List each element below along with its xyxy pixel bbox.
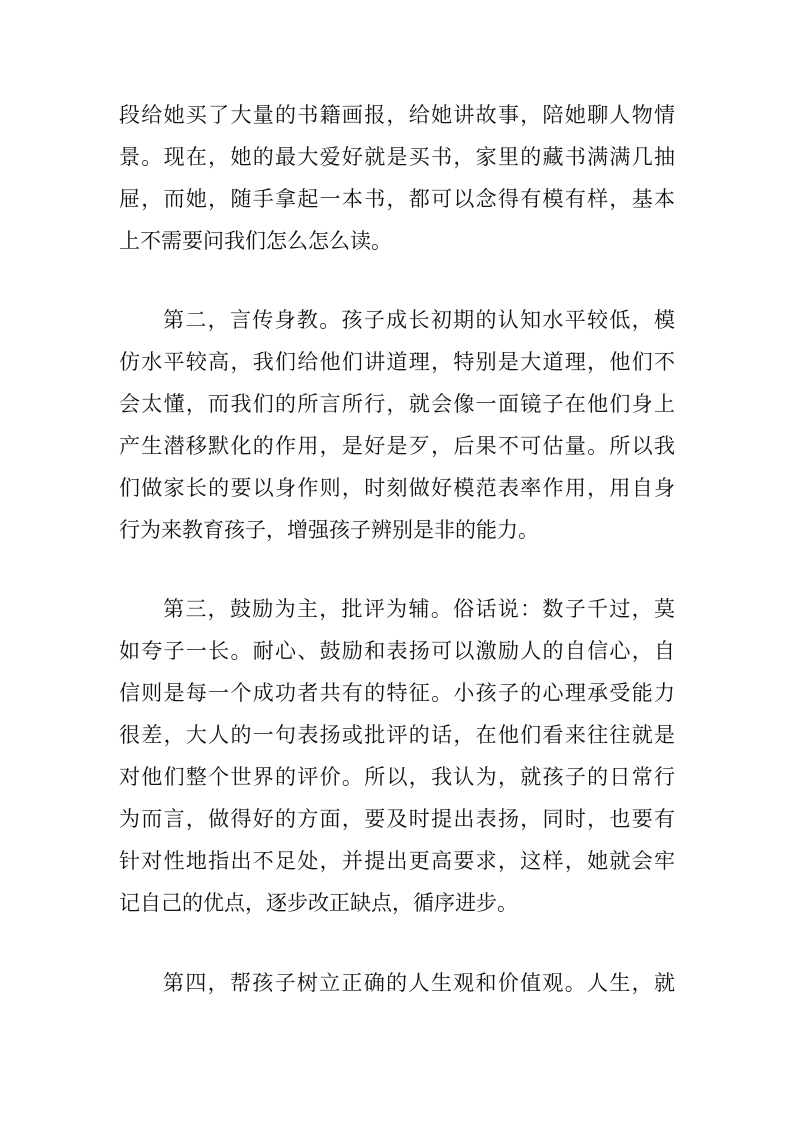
paragraph-1-line-4: 上不需要问我们怎么怎么读。 [119, 229, 392, 253]
paragraph-2-line-5: 们做家长的要以身作则，时刻做好模范表率作用，用自身 [119, 476, 675, 500]
paragraph-1-line-2: 景。现在，她的最大爱好就是买书，家里的藏书满满几抽 [119, 145, 675, 169]
paragraph-2-line-3: 会太懂，而我们的所言所行，就会像一面镜子在他们身上 [119, 392, 675, 416]
paragraph-4-line-1: 第四，帮孩子树立正确的人生观和价值观。人生，就 [163, 971, 675, 995]
paragraph-2-line-1: 第二，言传身教。孩子成长初期的认知水平较低，模 [163, 308, 675, 332]
paragraph-3-line-8: 记自己的优点，逐步改正缺点，循序进步。 [119, 891, 518, 915]
paragraph-1-line-1: 段给她买了大量的书籍画报，给她讲故事，陪她聊人物情 [119, 103, 675, 127]
paragraph-3-line-1: 第三，鼓励为主，批评为辅。俗话说：数子千过，莫 [163, 597, 675, 621]
paragraph-1-line-3: 屉，而她，随手拿起一本书，都可以念得有模有样，基本 [119, 187, 675, 211]
paragraph-3-line-2: 如夸子一长。耐心、鼓励和表扬可以激励人的自信心，自 [119, 639, 675, 663]
paragraph-2-line-6: 行为来教育孩子，增强孩子辨别是非的能力。 [119, 518, 539, 542]
paragraph-3-line-4: 很差，大人的一句表扬或批评的话，在他们看来往往就是 [119, 723, 675, 747]
paragraph-3-line-3: 信则是每一个成功者共有的特征。小孩子的心理承受能力 [119, 681, 675, 705]
paragraph-2-line-4: 产生潜移默化的作用，是好是歹，后果不可估量。所以我 [119, 434, 675, 458]
paragraph-3-line-7: 针对性地指出不足处，并提出更高要求，这样，她就会牢 [119, 849, 675, 873]
paragraph-3-line-5: 对他们整个世界的评价。所以，我认为，就孩子的日常行 [119, 765, 675, 789]
paragraph-3-line-6: 为而言，做得好的方面，要及时提出表扬，同时，也要有 [119, 807, 675, 831]
paragraph-2-line-2: 仿水平较高，我们给他们讲道理，特别是大道理，他们不 [119, 350, 675, 374]
